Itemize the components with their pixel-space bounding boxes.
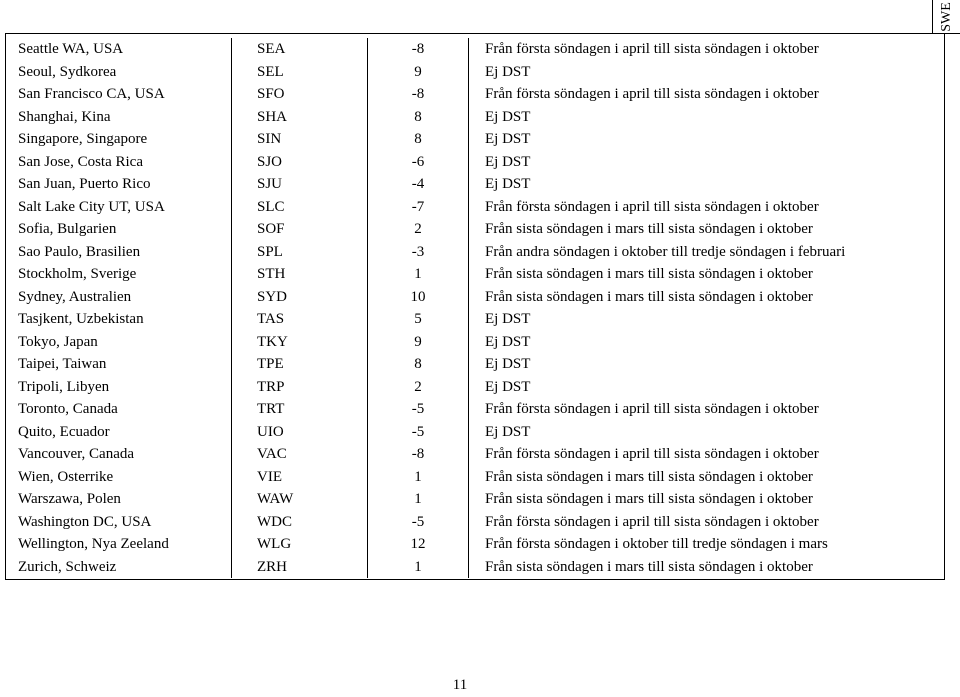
timezone-table-body — [13, 38, 845, 578]
utc-offset-cell: 8 — [368, 106, 469, 129]
utc-offset-cell: -4 — [368, 173, 469, 196]
table-row — [13, 331, 845, 354]
code-cell: TRT — [232, 398, 368, 421]
table-row — [13, 421, 845, 444]
code-cell: SHA — [232, 106, 368, 129]
table-row — [13, 218, 845, 241]
table-row — [13, 398, 845, 421]
utc-offset-cell: 9 — [368, 331, 469, 354]
city-cell: San Francisco CA, USA — [13, 83, 232, 106]
code-cell: SJO — [232, 151, 368, 174]
utc-offset-cell: 8 — [368, 128, 469, 151]
dst-rule-cell: Från sista söndagen i mars till sista söndagen i oktober — [485, 468, 813, 485]
code-cell: TAS — [232, 308, 368, 331]
utc-offset-cell: -5 — [368, 398, 469, 421]
code-cell: TRP — [232, 376, 368, 399]
city-cell: Zurich, Schweiz — [13, 556, 232, 579]
code-cell: TKY — [232, 331, 368, 354]
dst-rule-cell: Ej DST — [485, 423, 531, 440]
code-cell: STH — [232, 263, 368, 286]
language-tab — [932, 0, 960, 34]
utc-offset-cell: 2 — [368, 218, 469, 241]
dst-rule-cell: Från sista söndagen i mars till sista söndagen i oktober — [485, 558, 813, 575]
timezone-table-frame — [5, 33, 945, 580]
city-cell: Warszawa, Polen — [13, 488, 232, 511]
table-row — [13, 308, 845, 331]
city-cell: Vancouver, Canada — [13, 443, 232, 466]
table-row — [13, 173, 845, 196]
dst-rule-cell: Ej DST — [485, 356, 531, 372]
utc-offset-cell: -8 — [368, 443, 469, 466]
dst-rule-cell: Från första söndagen i april till sista söndagen i oktober — [485, 446, 819, 462]
dst-rule-cell: Från sista söndagen i mars till sista söndagen i oktober — [485, 221, 813, 237]
dst-rule-cell: Från första söndagen i april till sista söndagen i oktober — [485, 401, 819, 417]
city-cell: Seattle WA, USA — [13, 38, 232, 61]
table-row — [13, 61, 845, 84]
dst-rule-cell: Från sista söndagen i mars till sista söndagen i oktober — [485, 266, 813, 282]
utc-offset-cell: 9 — [368, 61, 469, 84]
city-cell: Seoul, Sydkorea — [13, 61, 232, 84]
utc-offset-cell: 5 — [368, 308, 469, 331]
code-cell: SLC — [232, 196, 368, 219]
utc-offset-cell: -6 — [368, 151, 469, 174]
code-cell: SIN — [232, 128, 368, 151]
utc-offset-cell: -7 — [368, 196, 469, 219]
city-cell: Tokyo, Japan — [13, 331, 232, 354]
table-row — [13, 511, 845, 534]
table-row — [13, 241, 845, 264]
dst-rule-cell: Ej DST — [485, 153, 531, 170]
utc-offset-cell: -8 — [368, 83, 469, 106]
page-number: 11 — [452, 677, 468, 693]
timezone-table — [13, 38, 845, 578]
city-cell: Singapore, Singapore — [13, 128, 232, 151]
dst-rule-cell: Från sista söndagen i mars till sista söndagen i oktober — [485, 288, 813, 305]
table-row — [13, 556, 845, 579]
city-cell: Sydney, Australien — [13, 286, 232, 309]
city-cell: Quito, Ecuador — [13, 421, 232, 444]
dst-rule-cell: Från första söndagen i oktober till tredje söndagen i mars — [485, 536, 828, 552]
table-row — [13, 466, 845, 489]
city-cell: Wien, Osterrike — [13, 466, 232, 489]
table-row — [13, 353, 845, 376]
city-cell: Taipei, Taiwan — [13, 353, 232, 376]
utc-offset-cell: 10 — [368, 286, 469, 309]
utc-offset-cell: 1 — [368, 556, 469, 579]
dst-rule-cell: Från första söndagen i april till sista söndagen i oktober — [485, 41, 819, 57]
code-cell: SJU — [232, 173, 368, 196]
language-label: SWE — [938, 1, 954, 32]
city-cell: Wellington, Nya Zeeland — [13, 533, 232, 556]
dst-rule-cell: Ej DST — [485, 108, 531, 125]
code-cell: ZRH — [232, 556, 368, 579]
table-row — [13, 151, 845, 174]
code-cell: SEA — [232, 38, 368, 61]
city-cell: Toronto, Canada — [13, 398, 232, 421]
utc-offset-cell: 12 — [368, 533, 469, 556]
city-cell: Stockholm, Sverige — [13, 263, 232, 286]
utc-offset-cell: -8 — [368, 38, 469, 61]
dst-rule-cell: Ej DST — [485, 63, 531, 80]
city-cell: Sofia, Bulgarien — [13, 218, 232, 241]
code-cell: SPL — [232, 241, 368, 264]
city-cell: Shanghai, Kina — [13, 106, 232, 129]
dst-rule-cell: Ej DST — [485, 131, 531, 147]
city-cell: Tripoli, Libyen — [13, 376, 232, 399]
code-cell: UIO — [232, 421, 368, 444]
code-cell: SEL — [232, 61, 368, 84]
code-cell: WLG — [232, 533, 368, 556]
table-row — [13, 263, 845, 286]
code-cell: TPE — [232, 353, 368, 376]
utc-offset-cell: 8 — [368, 353, 469, 376]
utc-offset-cell: -5 — [368, 421, 469, 444]
dst-rule-cell: Från första söndagen i april till sista söndagen i oktober — [485, 513, 819, 530]
table-row — [13, 106, 845, 129]
city-cell: Salt Lake City UT, USA — [13, 196, 232, 219]
city-cell: San Juan, Puerto Rico — [13, 173, 232, 196]
table-row — [13, 443, 845, 466]
code-cell: VAC — [232, 443, 368, 466]
dst-rule-cell: Ej DST — [485, 333, 531, 350]
table-row — [13, 376, 845, 399]
dst-rule-cell: Från första söndagen i april till sista söndagen i oktober — [485, 86, 819, 102]
dst-rule-cell: Från sista söndagen i mars till sista söndagen i oktober — [485, 491, 813, 507]
table-row — [13, 533, 845, 556]
table-row — [13, 128, 845, 151]
dst-rule-cell: Ej DST — [485, 176, 531, 192]
code-cell: WDC — [232, 511, 368, 534]
utc-offset-cell: -5 — [368, 511, 469, 534]
table-row — [13, 38, 845, 61]
utc-offset-cell: 1 — [368, 488, 469, 511]
dst-rule-cell: Ej DST — [485, 378, 531, 395]
city-cell: Sao Paulo, Brasilien — [13, 241, 232, 264]
table-row — [13, 488, 845, 511]
city-cell: Tasjkent, Uzbekistan — [13, 308, 232, 331]
utc-offset-cell: -3 — [368, 241, 469, 264]
dst-rule-cell: Från andra söndagen i oktober till tredje söndagen i februari — [485, 243, 846, 260]
utc-offset-cell: 1 — [368, 263, 469, 286]
table-row — [13, 83, 845, 106]
code-cell: WAW — [232, 488, 368, 511]
city-cell: San Jose, Costa Rica — [13, 151, 232, 174]
dst-rule-cell: Ej DST — [485, 311, 531, 327]
city-cell: Washington DC, USA — [13, 511, 232, 534]
code-cell: VIE — [232, 466, 368, 489]
dst-rule-cell: Från första söndagen i april till sista söndagen i oktober — [485, 198, 819, 215]
table-row — [13, 286, 845, 309]
code-cell: SOF — [232, 218, 368, 241]
utc-offset-cell: 1 — [368, 466, 469, 489]
table-row — [13, 196, 845, 219]
utc-offset-cell: 2 — [368, 376, 469, 399]
code-cell: SFO — [232, 83, 368, 106]
code-cell: SYD — [232, 286, 368, 309]
